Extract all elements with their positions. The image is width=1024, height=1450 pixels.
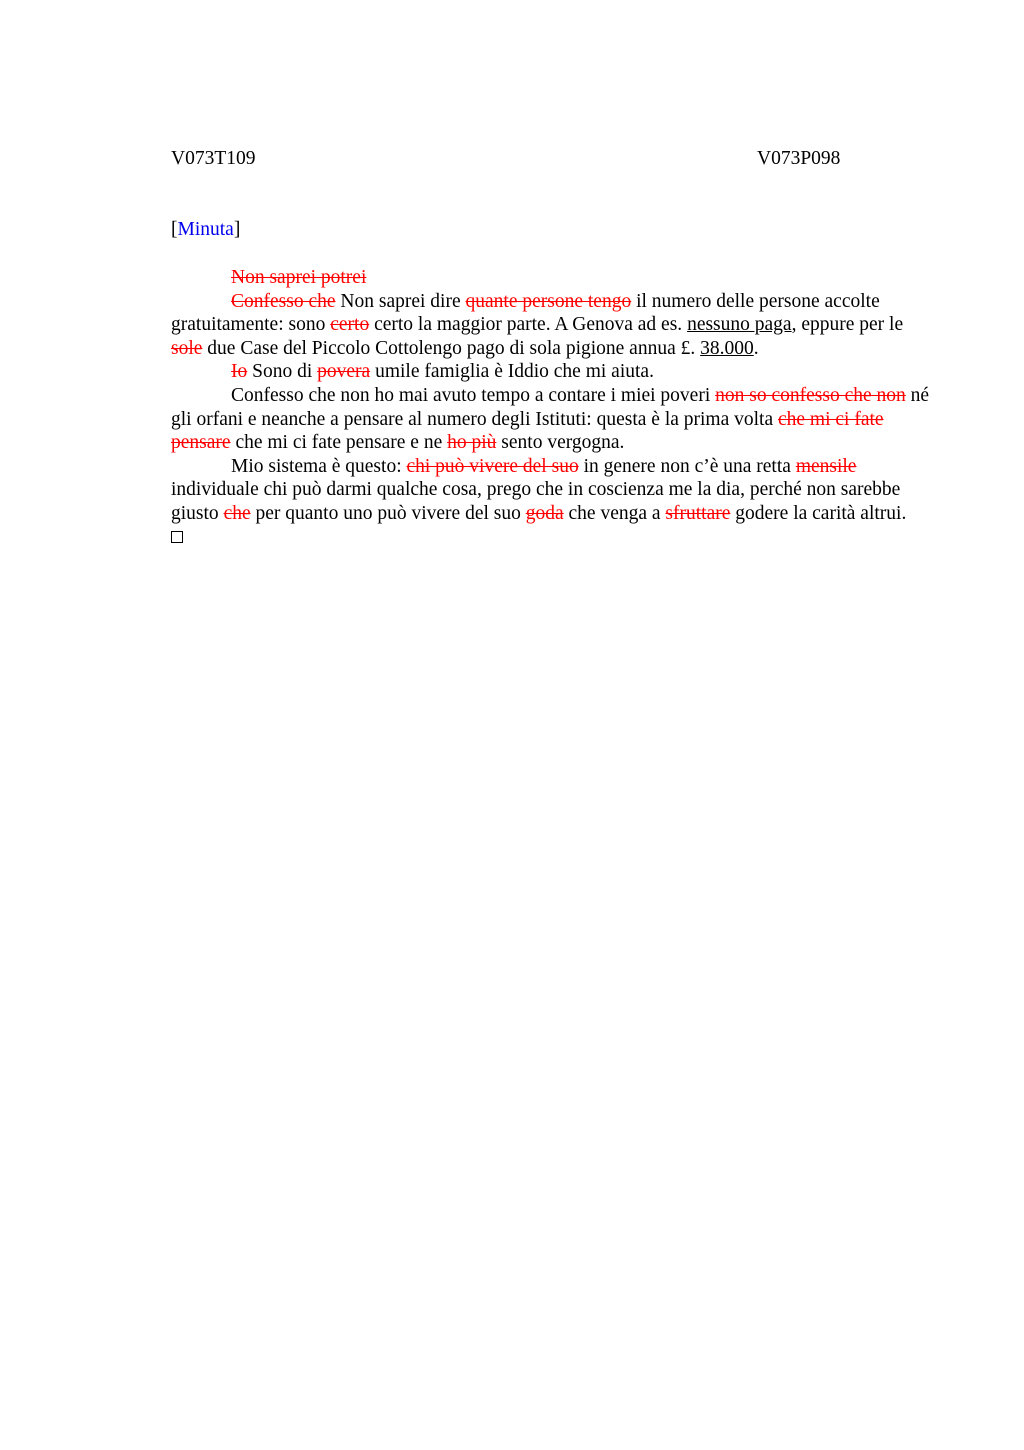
body-text: sento vergogna. bbox=[496, 432, 625, 454]
body-text: umile famiglia è Iddio che mi aiuta. bbox=[370, 361, 654, 383]
body-text: per quanto uno può vivere del suo bbox=[250, 502, 526, 524]
document-code-right: V073P098 bbox=[757, 148, 841, 169]
end-marker bbox=[171, 526, 931, 550]
body-text: Confesso che non ho mai avuto tempo a contare i miei poveri bbox=[231, 384, 716, 406]
body-text: che venga a bbox=[563, 502, 666, 524]
body-text: Sono di bbox=[247, 361, 318, 383]
close-bracket: ] bbox=[233, 219, 241, 240]
body-text: Mio sistema è questo: bbox=[231, 455, 407, 477]
document-code-left: V073T109 bbox=[171, 148, 256, 169]
deleted-text: Non saprei potrei bbox=[231, 267, 367, 288]
paragraph-1 bbox=[171, 266, 931, 290]
deleted-text: ho più bbox=[447, 432, 497, 454]
deleted-text: che mi ci fate pensare bbox=[171, 408, 884, 454]
deleted-text: goda bbox=[525, 502, 564, 524]
body-text: Non saprei dire bbox=[335, 290, 466, 312]
body-text: godere la carità altrui. bbox=[730, 502, 907, 524]
body-text: , eppure per le bbox=[791, 314, 904, 336]
paragraph-4 bbox=[171, 384, 931, 455]
body-text: certo la maggior parte. A Genova ad es. bbox=[369, 314, 688, 336]
body-text: . bbox=[753, 337, 759, 359]
empty-square-icon bbox=[171, 531, 183, 543]
deleted-text: quante persone tengo bbox=[465, 290, 632, 312]
body-text: individuale chi può darmi qualche cosa, prego che in coscienza me la dia, perché non sarebbe giusto bbox=[171, 479, 901, 524]
deleted-text: che bbox=[223, 502, 251, 524]
paragraph-2 bbox=[171, 290, 931, 361]
paragraph-3 bbox=[171, 360, 931, 384]
minuta-label bbox=[171, 218, 240, 242]
body-text: in genere non c’è una retta bbox=[578, 455, 796, 477]
body-text: né gli orfani e neanche a pensare al numero degli Istituti: questa è la prima volta bbox=[171, 384, 930, 430]
deleted-text: Confesso che bbox=[231, 290, 336, 312]
underlined-text: nessuno paga bbox=[687, 314, 792, 336]
paragraph-5 bbox=[171, 455, 931, 526]
body-text: che mi ci fate pensare e ne bbox=[230, 432, 448, 454]
body-text: il numero delle persone accolte gratuitamente: sono bbox=[171, 290, 880, 336]
open-bracket: [ bbox=[171, 219, 178, 240]
deleted-text: sole bbox=[171, 337, 203, 359]
deleted-text: mensile bbox=[795, 455, 857, 477]
body-text: due Case del Piccolo Cottolengo pago di sola pigione annua £. bbox=[202, 337, 701, 359]
deleted-text: sfruttare bbox=[665, 502, 731, 524]
deleted-text: certo bbox=[330, 314, 370, 336]
deleted-text: chi può vivere del suo bbox=[406, 455, 579, 477]
deleted-text: povera bbox=[317, 361, 371, 383]
document-body bbox=[171, 266, 931, 549]
deleted-text: Io bbox=[231, 361, 248, 383]
underlined-text: 38.000 bbox=[700, 337, 754, 359]
deleted-text: non so confesso che non bbox=[715, 384, 906, 406]
minuta-word: Minuta bbox=[177, 219, 234, 240]
